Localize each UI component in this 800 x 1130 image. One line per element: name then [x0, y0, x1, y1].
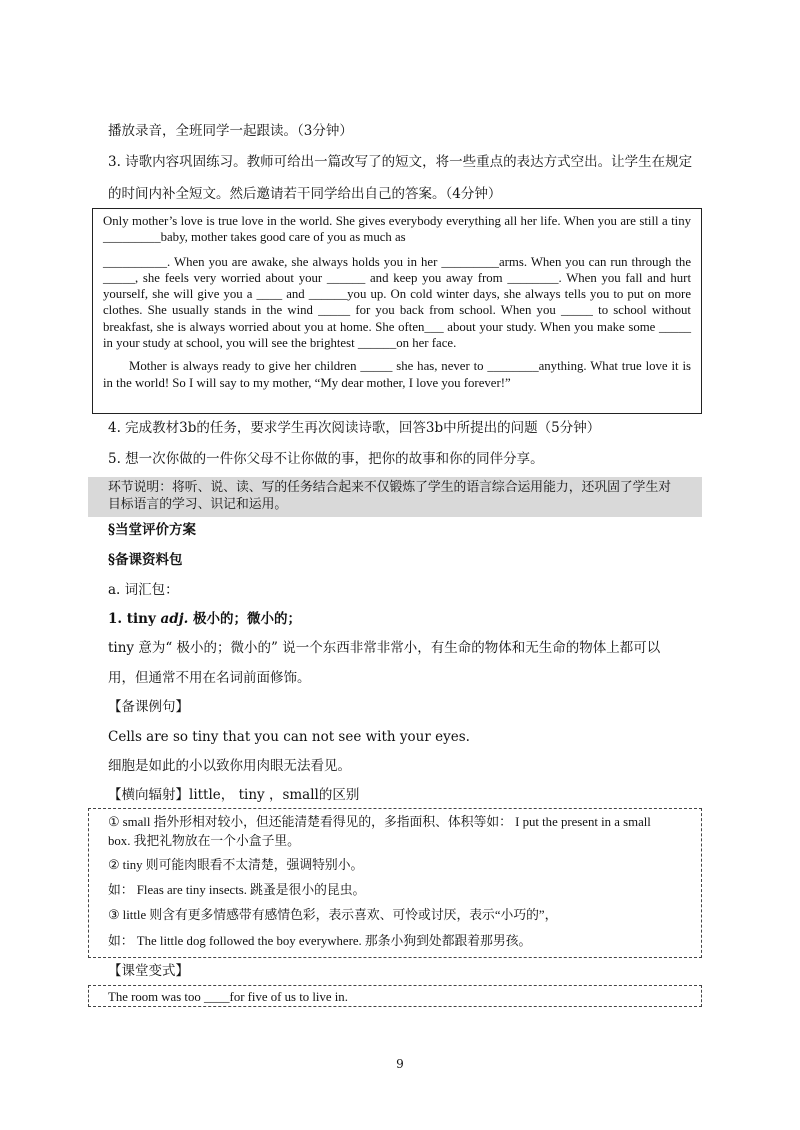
compare-small-2: box. 我把礼物放在一个小盒子里。 — [108, 834, 300, 848]
entry-meaning: 极小的；微小的； — [188, 611, 302, 627]
entry-pos: adj. — [160, 611, 189, 627]
compare-tiny-example: 如： Fleas are tiny insects. 跳蚤是很小的昆虫。 — [108, 883, 366, 897]
resources-heading: §备课资料包 — [108, 552, 183, 568]
vocab-explain-2: 用，但通常不用在名词前面修饰。 — [108, 670, 311, 686]
compare-tiny: ② tiny 则可能肉眼看不太清楚，强调特别小。 — [108, 858, 364, 872]
passage-box — [92, 208, 702, 414]
task-5: 5. 想一次你做的一件你父母不让你做的事，把你的故事和你的同伴分享。 — [108, 451, 544, 467]
entry-word: 1. tiny — [108, 611, 161, 627]
passage-paragraph-2: __________. When you are awake, she always holds you in her _________arms. When you can run through the _____, she feels very worried about your ______ and keep you away from ________. When you fall and hurt yourself, she will give you a ____ and ______you up. On cold winter days, she always tells you to put on more clothes. She usually stands in the wind _____ for you back from school. When you _____ to school without breakfast, she is always worried about you at home. She often___ about your study. When you make some _____ in your study at school, you will see the brightest ______on her face. — [103, 254, 691, 351]
vocab-entry — [108, 609, 708, 629]
practice-label: 【课堂变式】 — [108, 963, 189, 979]
compare-little: ③ little 则含有更多情感带有感情色彩，表示喜欢、可怜或讨厌，表示“小巧的”， — [108, 908, 558, 922]
compare-small-1: ① small 指外形相对较小，但还能清楚看得见的，多指面积、体积等如： I put the present in a small — [108, 815, 651, 829]
practice-sentence: The room was too ____for five of us to live in. — [108, 990, 348, 1004]
passage-paragraph-3: Mother is always ready to give her children _____ she has, never to ________anything. What true love it is in the world! So I will say to my mother, “My dear mother, I love you forever!” — [103, 359, 691, 390]
page-number: 9 — [396, 1057, 404, 1071]
example-label: 【备课例句】 — [108, 699, 189, 715]
evaluation-heading: §当堂评价方案 — [108, 522, 197, 538]
passage-paragraph-1: Only mother’s love is true love in the world. She gives everybody everything all her life. When you are still a tiny _________baby, mother takes good care of you as much as — [103, 214, 691, 245]
vocab-explain-1: tiny 意为“ 极小的；微小的” 说一个东西非常非常小，有生命的物体和无生命的物体上都可以 — [108, 640, 661, 656]
intro-line-3: 的时间内补全短文。然后邀请若干同学给出自己的答案。（4分钟） — [108, 186, 502, 202]
compare-little-example: 如： The little dog followed the boy everywhere. 那条小狗到处都跟着那男孩。 — [108, 934, 532, 948]
section-note: 环节说明：将听、说、读、写的任务结合起来不仅锻炼了学生的语言综合运用能力，还巩固了学生对目标语言的学习、识记和运用。 — [88, 477, 702, 517]
task-4: 4. 完成教材3b的任务，要求学生再次阅读诗歌，回答3b中所提出的问题（5分钟） — [108, 420, 601, 436]
example-sentence-cn: 细胞是如此的小以致你用肉眼无法看见。 — [108, 758, 351, 774]
example-sentence-en: Cells are so tiny that you can not see with your eyes. — [108, 729, 470, 745]
intro-line-2: 3. 诗歌内容巩固练习。教师可给出一篇改写了的短文，将一些重点的表达方式空出。让学生在规定 — [108, 154, 693, 170]
compare-label: 【横向辐射】little， tiny ，small的区别 — [108, 787, 360, 803]
vocab-heading: a. 词汇包： — [108, 582, 179, 598]
intro-line-1: 播放录音，全班同学一起跟读。（3分钟） — [108, 123, 353, 139]
